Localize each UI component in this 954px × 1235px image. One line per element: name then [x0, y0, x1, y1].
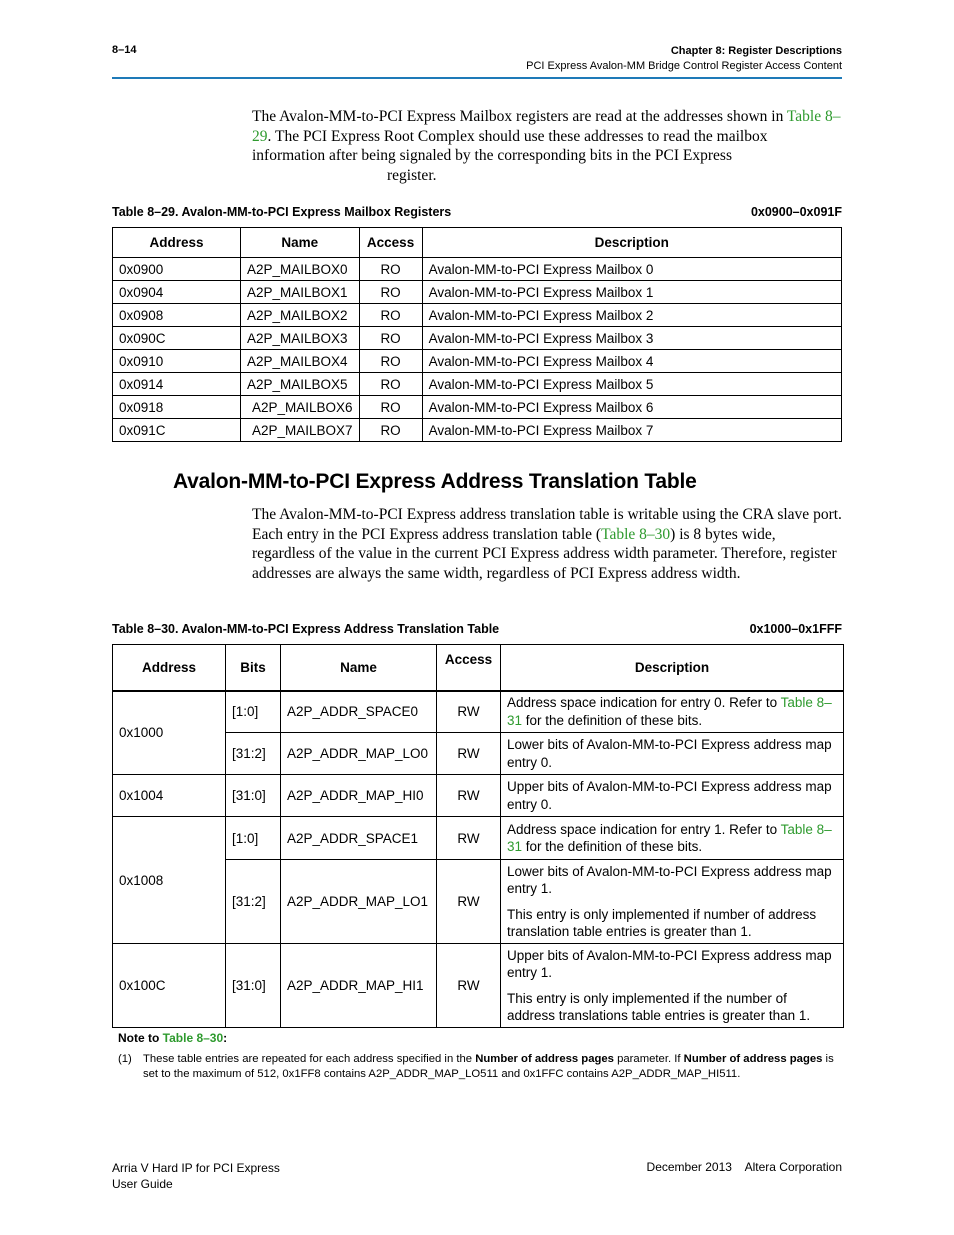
- description-cell: Avalon-MM-to-PCI Express Mailbox 7: [422, 419, 841, 442]
- description-text: Upper bits of Avalon-MM-to-PCI Express address map entry 0.: [507, 779, 832, 812]
- section-text-cont: ) is 8 bytes wide, regardless of the value in the current PCI Express address width parameter. Therefore, register addresses are always the same width, regardless of PCI Express address width.: [252, 525, 837, 583]
- doc-title: Arria V Hard IP for PCI Express: [112, 1161, 280, 1175]
- address-cell: 0x0914: [113, 373, 241, 396]
- table-8-30-link[interactable]: Table 8–30: [601, 525, 671, 543]
- chapter-title: Chapter 8: Register Descriptions: [670, 45, 842, 57]
- description-text: Address space indication for entry 1. Refer to: [507, 821, 781, 837]
- name-cell: A2P_ADDR_MAP_HI1: [281, 944, 437, 1028]
- running-header: [526, 44, 842, 74]
- translation-table: [112, 644, 844, 1028]
- col-name: Name: [241, 228, 360, 258]
- table-row: [113, 373, 842, 396]
- name-cell: A2P_MAILBOX6: [241, 396, 360, 419]
- description-cell: Avalon-MM-to-PCI Express Mailbox 5: [422, 373, 841, 396]
- note-text: parameter. If: [613, 1053, 684, 1065]
- table-row: [113, 281, 842, 304]
- description-text-cont: for the definition of these bits.: [522, 839, 703, 854]
- name-cell: A2P_ADDR_SPACE1: [281, 817, 437, 860]
- description-cell: Avalon-MM-to-PCI Express Mailbox 3: [422, 327, 841, 350]
- access-cell: RO: [359, 281, 422, 304]
- name-cell: A2P_MAILBOX1: [241, 281, 360, 304]
- section-heading: Avalon-MM-to-PCI Express Address Translation Table: [173, 470, 697, 493]
- address-cell: 0x100C: [113, 944, 226, 1028]
- doc-type: User Guide: [112, 1177, 173, 1191]
- access-cell: RW: [437, 691, 501, 733]
- description-cell: [501, 944, 844, 1028]
- table-note-title: [118, 1031, 227, 1045]
- address-cell: 0x0910: [113, 350, 241, 373]
- table-row: [113, 396, 842, 419]
- name-cell: A2P_ADDR_SPACE0: [281, 691, 437, 733]
- note-bold: Number of address pages: [475, 1053, 614, 1065]
- description-cell: [501, 817, 844, 860]
- access-cell: RO: [359, 396, 422, 419]
- address-cell: 0x0908: [113, 304, 241, 327]
- description-note: This entry is only implemented if the number of address translations table entries is greater than 1.: [507, 990, 811, 1023]
- description-text: Address space indication for entry 0. Refer to: [507, 695, 781, 711]
- note-bold: Number of address pages: [683, 1053, 823, 1065]
- description-cell: [501, 733, 844, 775]
- col-description: Description: [501, 645, 844, 691]
- name-cell: A2P_ADDR_MAP_LO0: [281, 733, 437, 775]
- table-8-30-note-link[interactable]: Table 8–30: [162, 1031, 224, 1045]
- table-29-caption: Table 8–29. Avalon-MM-to-PCI Express Mailbox Registers: [112, 205, 452, 219]
- access-cell: RW: [437, 817, 501, 860]
- col-description: Description: [422, 228, 841, 258]
- access-cell: RW: [437, 775, 501, 817]
- table-row: [113, 258, 842, 281]
- address-cell: 0x0904: [113, 281, 241, 304]
- address-cell: 0x1008: [113, 817, 226, 944]
- section-paragraph: [252, 505, 842, 584]
- bits-cell: [1:0]: [226, 691, 281, 733]
- table-row: [113, 817, 844, 860]
- note-text: is set to the maximum of 512, 0x1FF8 contains A2P_ADDR_MAP_LO511 and 0x1FFC contains A2P_ADDR_MAP_HI511.: [143, 1053, 834, 1080]
- footer-right: December 2013 Altera Corporation: [646, 1160, 842, 1174]
- mailbox-table: [112, 227, 842, 442]
- name-cell: A2P_ADDR_MAP_HI0: [281, 775, 437, 817]
- table-row: [113, 304, 842, 327]
- description-text: Upper bits of Avalon-MM-to-PCI Express address map entry 1.: [507, 947, 832, 980]
- name-cell: A2P_MAILBOX3: [241, 327, 360, 350]
- table-row: [113, 350, 842, 373]
- description-cell: [501, 775, 844, 817]
- access-cell: RO: [359, 350, 422, 373]
- section-text: The Avalon-MM-to-PCI Express address translation table is writable using the CRA slave port. Each entry in the PCI Express address translation table (: [252, 506, 842, 543]
- table-row: [113, 419, 842, 442]
- access-cell: RO: [359, 304, 422, 327]
- table-row: [113, 691, 844, 733]
- bits-cell: [1:0]: [226, 817, 281, 860]
- note-prefix: Note to: [118, 1031, 163, 1045]
- name-cell: A2P_MAILBOX2: [241, 304, 360, 327]
- description-note: This entry is only implemented if number of address translation table entries is greater than 1.: [507, 906, 817, 939]
- bits-cell: [31:0]: [226, 944, 281, 1028]
- name-cell: A2P_ADDR_MAP_LO1: [281, 860, 437, 944]
- access-cell: RW: [437, 733, 501, 775]
- table-header-row: [113, 645, 844, 691]
- address-cell: 0x1004: [113, 775, 226, 817]
- name-cell: A2P_MAILBOX0: [241, 258, 360, 281]
- name-cell: A2P_MAILBOX4: [241, 350, 360, 373]
- access-cell: RW: [437, 860, 501, 944]
- access-cell: RO: [359, 373, 422, 396]
- table-30-caption: Table 8–30. Avalon-MM-to-PCI Express Address Translation Table: [112, 622, 500, 636]
- col-name: Name: [281, 645, 437, 691]
- address-cell: 0x090C: [113, 327, 241, 350]
- table-29-range: 0x0900–0x091F: [750, 205, 842, 219]
- description-cell: [501, 691, 844, 733]
- footer-left: [112, 1160, 280, 1192]
- col-address: Address: [113, 645, 226, 691]
- name-cell: A2P_MAILBOX7: [241, 419, 360, 442]
- address-cell: 0x091C: [113, 419, 241, 442]
- table-30-range: 0x1000–0x1FFF: [749, 622, 842, 636]
- col-address: Address: [113, 228, 241, 258]
- access-cell: RW: [437, 944, 501, 1028]
- description-cell: Avalon-MM-to-PCI Express Mailbox 2: [422, 304, 841, 327]
- access-cell: RO: [359, 258, 422, 281]
- table-row: [113, 944, 844, 1028]
- table-row: [113, 775, 844, 817]
- bits-cell: [31:2]: [226, 733, 281, 775]
- address-cell: 0x1000: [113, 691, 226, 775]
- page-number: 8–14: [112, 44, 137, 56]
- access-cell: RO: [359, 327, 422, 350]
- section-title-header: PCI Express Avalon-MM Bridge Control Register Access Content: [526, 60, 842, 72]
- bits-cell: [31:0]: [226, 775, 281, 817]
- name-cell: A2P_MAILBOX5: [241, 373, 360, 396]
- col-access: Access: [359, 228, 422, 258]
- intro-text-cont: . The PCI Express Root Complex should use these addresses to read the mailbox information after being signaled by the corresponding bits in the PCI Express: [252, 127, 768, 165]
- table-8-31-link[interactable]: Table 8–31: [507, 821, 832, 854]
- table-8-29-link[interactable]: Table 8–29: [252, 108, 841, 145]
- table-8-31-link[interactable]: Table 8–31: [507, 695, 832, 728]
- note-body: [143, 1052, 838, 1082]
- header-rule: [112, 77, 842, 79]
- description-cell: Avalon-MM-to-PCI Express Mailbox 4: [422, 350, 841, 373]
- table-row: [113, 327, 842, 350]
- table-header-row: [113, 228, 842, 258]
- description-text-cont: for the definition of these bits.: [522, 712, 703, 728]
- note-number: (1): [118, 1053, 132, 1065]
- description-cell: Avalon-MM-to-PCI Express Mailbox 0: [422, 258, 841, 281]
- intro-last-line: register.: [387, 167, 437, 185]
- access-cell: RO: [359, 419, 422, 442]
- description-text: Lower bits of Avalon-MM-to-PCI Express address map entry 1.: [507, 863, 832, 896]
- col-access: Access: [437, 645, 501, 691]
- address-cell: 0x0918: [113, 396, 241, 419]
- col-bits: Bits: [226, 645, 281, 691]
- table-note: [118, 1052, 838, 1082]
- note-text: These table entries are repeated for each address specified in the: [143, 1053, 476, 1065]
- note-suffix: :: [223, 1031, 228, 1045]
- description-cell: Avalon-MM-to-PCI Express Mailbox 6: [422, 396, 841, 419]
- intro-text: The Avalon-MM-to-PCI Express Mailbox registers are read at the addresses shown in: [252, 108, 787, 125]
- description-cell: [501, 860, 844, 944]
- intro-paragraph: [252, 107, 842, 186]
- address-cell: 0x0900: [113, 258, 241, 281]
- description-cell: Avalon-MM-to-PCI Express Mailbox 1: [422, 281, 841, 304]
- bits-cell: [31:2]: [226, 860, 281, 944]
- description-text: Lower bits of Avalon-MM-to-PCI Express address map entry 0.: [507, 737, 832, 770]
